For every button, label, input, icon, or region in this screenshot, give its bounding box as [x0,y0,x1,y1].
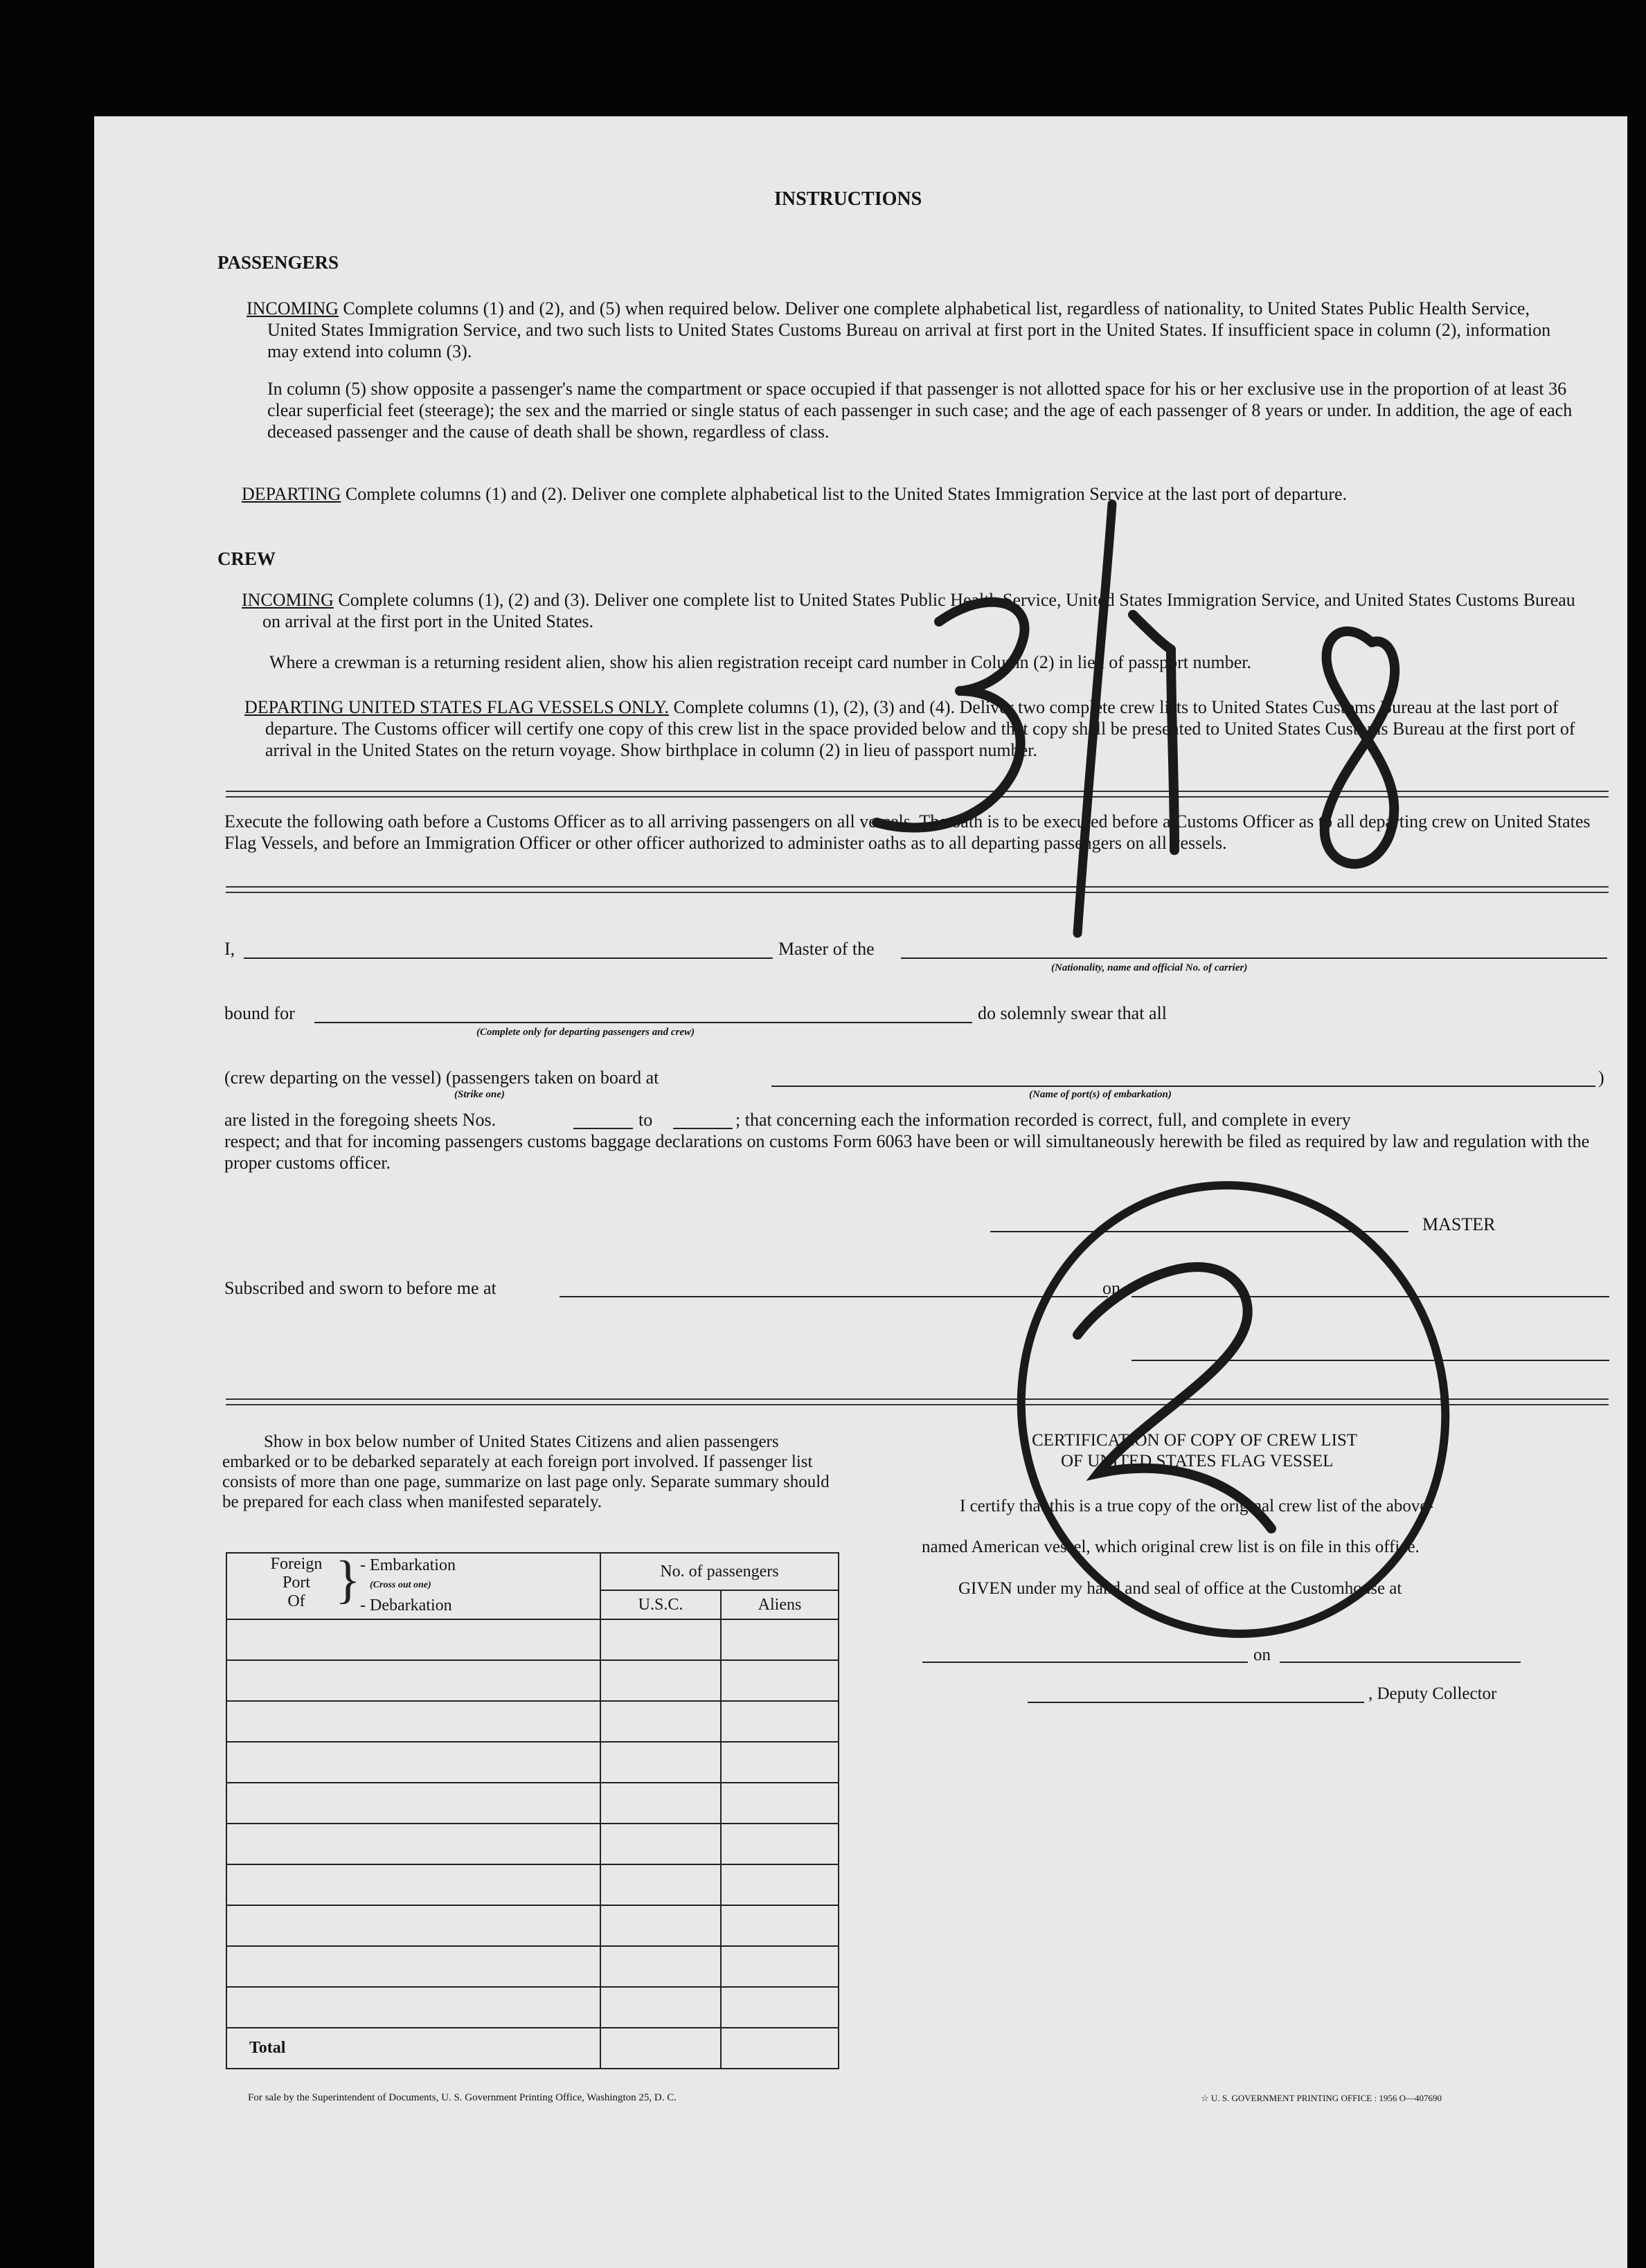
passengers-departing: DEPARTING Complete columns (1) and (2). Deliver one complete alphabetical list to the United States Immigration Service at the last port of departure. [242,484,1348,504]
foreign-port-header: Foreign Port Of } - Embarkation (Cross out one) - Debarkation [226,1553,600,1619]
oath-rest: respect; and that for incoming passengers customs baggage declarations on customs Form 6063 have been or will simultaneously herewith be filed as required by law and regulation with the proper customs officer. [224,1131,1590,1173]
no-of-passengers-header: No. of passengers [600,1553,839,1590]
sheets-label: are listed in the foregoing sheets Nos. [224,1110,497,1130]
crew-heading: CREW [217,548,276,569]
subscribed-label: Subscribed and sworn to before me at [224,1278,497,1298]
certification-on-label: on [1253,1646,1271,1664]
crew-returning: Where a crewman is a returning resident alien, show his alien registration receipt card number in Column (2) in lieu of passport number. [269,652,1252,672]
crew-departing: DEPARTING UNITED STATES FLAG VESSELS ONLY. Complete columns (1), (2), (3) and (4). Deliver two complete crew lists to United States Customs Bureau at the last port of departure. The Customs officer will certify one copy of this crew list in the space provided below and that copy shall be presented to United States Customs Bureau at the first port of arrival in the United States on the return voyage. Show birthplace in column (2) in lieu of passport number. [244,697,1575,760]
certification-line-2: named American vessel, which original crew list is on file in this office. [922,1538,1420,1556]
sheets-text: ; that concerning each the information recorded is correct, full, and complete in every [735,1110,1351,1130]
digit-8 [1325,631,1395,864]
master-label: MASTER [1422,1214,1496,1234]
footer-printing-office: ☆ U. S. GOVERNMENT PRINTING OFFICE : 1956 O—407690 [1201,2093,1442,2103]
page-title: INSTRUCTIONS [774,188,922,210]
circled-number [974,1140,1492,1679]
footer-sales-note: For sale by the Superintendent of Documents, U. S. Government Printing Office, Washington 25, D. C. [248,2092,677,2103]
crew-incoming: INCOMING Complete columns (1), (2) and (3). Deliver one complete list to United States Public Health Service, United States Immigration Service, and United States Customs Bureau on arrival at the first port in the United States. [242,590,1575,631]
certification-line-3: GIVEN under my hand and seal of office at the Customhouse at [958,1579,1402,1598]
passengers-incoming: INCOMING Complete columns (1) and (2), and (5) when required below. Deliver one complete alphabetical list, regardless of nationality, to United States Public Health Service, United States Immigration Service, and two such lists to United States Customs Bureau on arrival at first port in the United States. If insufficient space in column (2), information may extend into column (3). [247,298,1551,361]
brace-icon: } [335,1551,361,1609]
handwritten-number [877,504,1395,933]
summary-instructions: Show in box below number of United States Citizens and alien passengers embarked or to be debarked separately at each foreign port involved. If passenger list consists of more than one page, summarize on last page only. Separate summary should be prepared for each class when manifested separately. [222,1432,830,1511]
digit-2 [1077,1267,1271,1529]
close-paren: ) [1598,1068,1604,1088]
digit-1 [1133,615,1174,850]
circle [974,1140,1492,1679]
certification-title-2: OF UNITED STATES FLAG VESSEL [1061,1452,1334,1470]
form-sheet [94,116,1627,2268]
carrier-caption: (Nationality, name and official No. of carrier) [1051,962,1248,973]
embarkation-option[interactable]: - Embarkation [360,1556,456,1574]
cross-out-caption: (Cross out one) [370,1580,431,1590]
passengers-column5: In column (5) show opposite a passenger's name the compartment or space occupied if that passenger is not allotted space for his or her exclusive use in the proportion of at least 36 clear superficial feet (steerage); the sex and the married or single status of each passenger in such case; and the age of each passenger of 8 years or under. In addition, the age of each deceased passenger and the cause of death shall be shown, regardless of class. [267,379,1573,442]
certification-title-1: CERTIFICATION OF COPY OF CREW LIST [1032,1431,1358,1450]
oath-i-label: I, [224,939,235,959]
sworn-on-label: on [1102,1278,1120,1298]
passengers-heading: PASSENGERS [217,252,339,273]
total-label: Total [226,2028,600,2069]
crew-departing-text: (crew departing on the vessel) (passengers taken on board at [224,1068,659,1088]
bound-for-label: bound for [224,1003,295,1023]
bound-caption: (Complete only for departing passengers and crew) [476,1027,695,1038]
strike-caption: (Strike one) [454,1089,505,1100]
oath-intro: Execute the following oath before a Customs Officer as to all arriving passengers on all vessels. The oath is to be executed before a Customs Officer as to all departing crew on United States Flag Vessels, and before an Immigration Officer or other officer authorized to administer oaths as to all departing passengers on all vessels. [224,811,1591,853]
ports-caption: (Name of port(s) of embarkation) [1029,1089,1172,1100]
usc-header: U.S.C. [600,1590,721,1619]
handwriting-overlay [94,116,1627,2268]
slash [1077,504,1112,933]
debarkation-option[interactable]: - Debarkation [360,1596,452,1614]
solemnly-swear-text: do solemnly swear that all [978,1003,1167,1023]
master-of-label: Master of the [778,939,875,959]
deputy-collector-label: , Deputy Collector [1368,1684,1497,1703]
sheets-to-label: to [638,1110,653,1130]
aliens-header: Aliens [721,1590,839,1619]
certification-line-1: I certify that this is a true copy of the original crew list of the above- [960,1497,1433,1515]
digit-3 [877,602,1024,828]
